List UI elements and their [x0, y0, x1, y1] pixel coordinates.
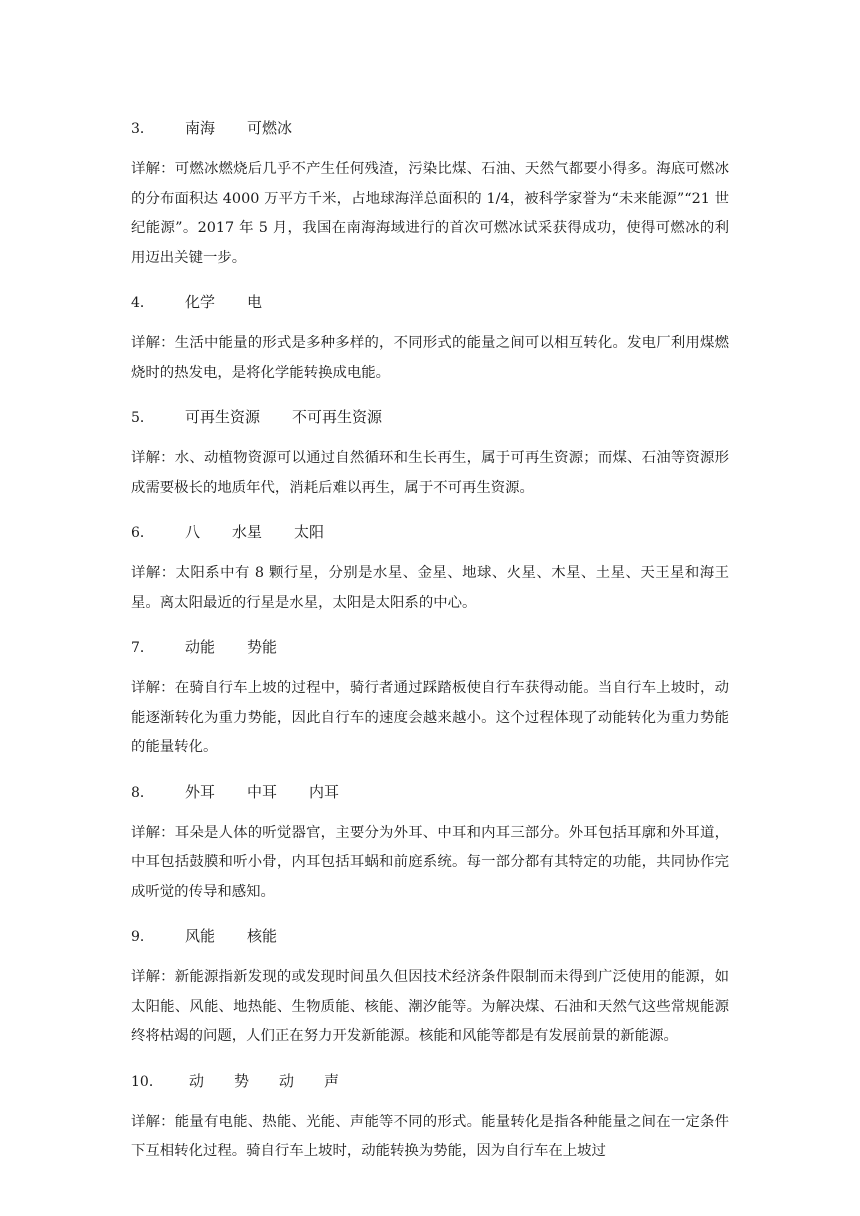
answer-row-4 [131, 278, 729, 326]
explanation-7: 详解：在骑自行车上坡的过程中，骑行者通过踩踏板使自行车获得动能。当自行车上坡时，动能逐渐转化为重力势能，因此自行车的速度会越来越小。这个过程体现了动能转化为重力势能的能量转化。 [131, 680, 729, 755]
question-number: 4． [131, 295, 154, 311]
answer-blank: 不可再生资源 [292, 408, 383, 426]
answer-blank: 可再生资源 [185, 408, 261, 426]
answer-blank: 太阳 [294, 523, 325, 541]
answer-blank: 内耳 [309, 782, 340, 801]
answer-row-3 [131, 104, 729, 152]
answer-row-10 [131, 1057, 729, 1105]
answer-blank: 核能 [247, 927, 278, 945]
question-number: 5． [131, 410, 154, 426]
answer-row-5 [131, 393, 729, 441]
answer-page [131, 104, 729, 1172]
answer-blank: 化学 [185, 293, 216, 311]
answer-blank: 中耳 [247, 782, 278, 801]
explanation-3: 详解：可燃冰燃烧后几乎不产生任何残渣，污染比煤、石油、天然气都要小得多。海底可燃冰的分布面积达 4000 万平方千米，占地球海洋总面积的 1/4，被科学家誉为“未来能源”“21 世纪能源”。2017 年 5 月，我国在南海海域进行的首次可燃冰试采获得成功，使得可燃冰的利用迈出关键一步。 [131, 161, 729, 266]
question-number: 9． [131, 929, 154, 945]
answer-blank: 可燃冰 [247, 119, 293, 137]
answer-blank: 声 [324, 1071, 340, 1090]
explanation-4: 详解：生活中能量的形式是多种多样的，不同形式的能量之间可以相互转化。发电厂利用煤燃烧时的热发电，是将化学能转换成电能。 [131, 335, 729, 381]
answer-blank: 外耳 [185, 782, 216, 801]
answer-blank: 水星 [232, 523, 263, 541]
answer-row-7 [131, 623, 729, 671]
question-number: 8． [131, 784, 154, 801]
explanation-8: 详解：耳朵是人体的听觉器官，主要分为外耳、中耳和内耳三部分。外耳包括耳廓和外耳道，中耳包括鼓膜和听小骨，内耳包括耳蜗和前庭系统。每一部分都有其特定的功能，共同协作完成听觉的传导和感知。 [131, 824, 729, 900]
answer-blank: 势能 [247, 638, 278, 656]
answer-row-9 [131, 912, 729, 960]
question-number: 6． [131, 525, 154, 541]
answer-row-6 [131, 508, 729, 556]
answer-row-8 [131, 768, 729, 816]
answer-blank: 南海 [185, 119, 216, 137]
question-number: 10． [131, 1073, 163, 1090]
answer-blank: 电 [247, 293, 263, 311]
answer-blank: 八 [185, 523, 201, 541]
answer-blank: 动能 [185, 638, 216, 656]
explanation-6: 详解：太阳系中有 8 颗行星，分别是水星、金星、地球、火星、木星、土星、天王星和海王星。离太阳最近的行星是水星，太阳是太阳系的中心。 [131, 565, 729, 611]
explanation-9: 详解：新能源指新发现的或发现时间虽久但因技术经济条件限制而未得到广泛使用的能源，如太阳能、风能、地热能、生物质能、核能、潮汐能等。为解决煤、石油和天然气这些常规能源终将枯竭的问题，人们正在努力开发新能源。核能和风能等都是有发展前景的新能源。 [131, 969, 729, 1044]
question-number: 3． [131, 121, 154, 137]
explanation-10: 详解：能量有电能、热能、光能、声能等不同的形式。能量转化是指各种能量之间在一定条件下互相转化过程。骑自行车上坡时，动能转换为势能，因为自行车在上坡过 [131, 1113, 729, 1159]
answer-blank: 动 [189, 1071, 205, 1090]
answer-blank: 动 [279, 1071, 295, 1090]
question-number: 7． [131, 640, 154, 656]
explanation-5: 详解：水、动植物资源可以通过自然循环和生长再生，属于可再生资源；而煤、石油等资源形成需要极长的地质年代，消耗后难以再生，属于不可再生资源。 [131, 450, 729, 496]
answer-blank: 风能 [185, 927, 216, 945]
answer-blank: 势 [234, 1071, 250, 1090]
